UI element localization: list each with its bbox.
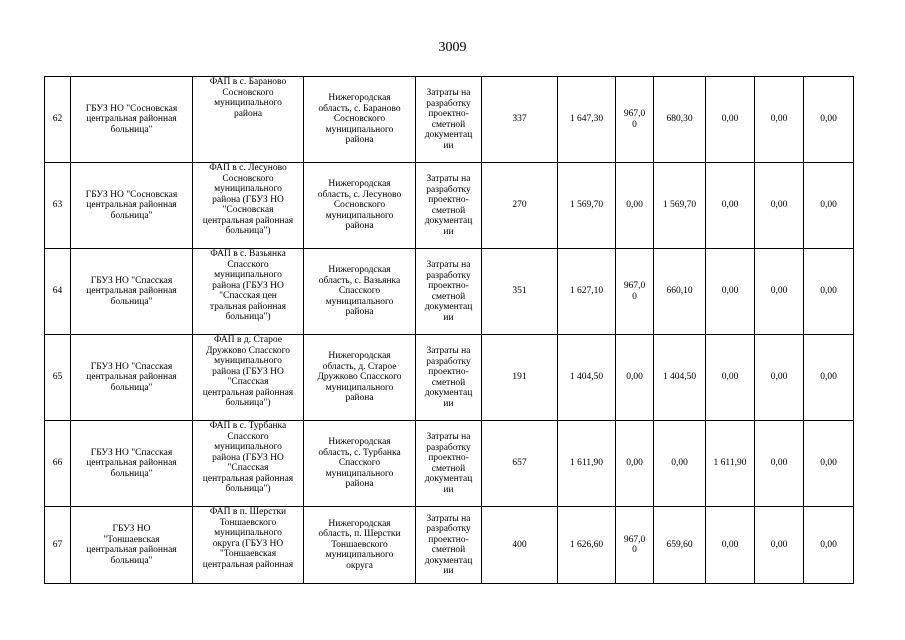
table-row — [45, 77, 854, 163]
value-cell-4: 659,60 — [654, 507, 706, 584]
value-cell-6: 0,00 — [755, 249, 804, 335]
fap-text: ФАП в п. Шерстки Тоншаевского муниципального округа (ГБУЗ НО "Тоншаевская центральная районная — [202, 507, 294, 570]
value-cell-4: 660,10 — [654, 249, 706, 335]
fap-cell — [193, 163, 304, 249]
address-cell: Нижегородская область, с. Бараново Сосновского муниципального района — [304, 77, 416, 163]
value-cell-1: 270 — [482, 163, 558, 249]
fap-text: ФАП в с. Турбанка Спасского муниципального района (ГБУЗ НО "Спасская центральная районная больница") — [202, 421, 294, 494]
value-cell-1: 191 — [482, 335, 558, 421]
value-cell-7: 0,00 — [804, 335, 854, 421]
value-cell-3: 967,0 0 — [616, 507, 654, 584]
row-number: 67 — [45, 507, 71, 584]
value-cell-4: 1 404,50 — [654, 335, 706, 421]
value-cell-2: 1 647,30 — [558, 77, 616, 163]
table-body — [45, 77, 854, 584]
value-cell-2: 1 611,90 — [558, 421, 616, 507]
value-cell-3: 0,00 — [616, 163, 654, 249]
value-cell-5: 0,00 — [706, 163, 755, 249]
address-cell: Нижегородская область, п. Шерстки Тоншаевского муниципального округа — [304, 507, 416, 584]
table-row — [45, 421, 854, 507]
value-cell-7: 0,00 — [804, 507, 854, 584]
value-cell-5: 1 611,90 — [706, 421, 755, 507]
value-cell-5: 0,00 — [706, 249, 755, 335]
value-cell-3: 0,00 — [616, 421, 654, 507]
expense-type-cell: Затраты на разработку проектно- сметной документац ии — [416, 163, 482, 249]
fap-text: ФАП в д. Старое Дружково Спасского муниципального района (ГБУЗ НО "Спасская центральная районная больница") — [202, 335, 294, 408]
page-number: 3009 — [438, 40, 467, 55]
table-row — [45, 163, 854, 249]
value-cell-5: 0,00 — [706, 77, 755, 163]
fap-text: ФАП в с. Лесуново Сосновского муниципального района (ГБУЗ НО "Сосновская центральная районная больница") — [202, 163, 294, 236]
address-cell: Нижегородская область, д. Старое Дружково Спасского муниципального района — [304, 335, 416, 421]
row-number: 66 — [45, 421, 71, 507]
fap-text: ФАП в с. Вазьянка Спасского муниципального района (ГБУЗ НО "Спасская цен тральная районная больница") — [210, 249, 286, 322]
institution-cell: ГБУЗ НО "Спасская центральная районная больница" — [71, 335, 193, 421]
row-number: 63 — [45, 163, 71, 249]
expense-type-cell: Затраты на разработку проектно- сметной документац ии — [416, 77, 482, 163]
institution-cell: ГБУЗ НО "Тоншаевская центральная районная больница" — [71, 507, 193, 584]
fap-cell — [193, 421, 304, 507]
institution-cell: ГБУЗ НО "Сосновская центральная районная больница" — [71, 163, 193, 249]
expense-type-cell: Затраты на разработку проектно- сметной документац ии — [416, 507, 482, 584]
value-cell-2: 1 626,60 — [558, 507, 616, 584]
row-number: 62 — [45, 77, 71, 163]
table-row — [45, 249, 854, 335]
expense-type-cell: Затраты на разработку проектно- сметной документац ии — [416, 335, 482, 421]
facilities-table — [44, 76, 854, 584]
value-cell-2: 1 404,50 — [558, 335, 616, 421]
value-cell-2: 1 569,70 — [558, 163, 616, 249]
value-cell-2: 1 627,10 — [558, 249, 616, 335]
value-cell-1: 351 — [482, 249, 558, 335]
address-cell: Нижегородская область, с. Вазьянка Спасского муниципального района — [304, 249, 416, 335]
fap-text: ФАП в с. Бараново Сосновского муниципального района — [209, 77, 287, 119]
value-cell-7: 0,00 — [804, 163, 854, 249]
fap-cell — [193, 249, 304, 335]
value-cell-5: 0,00 — [706, 507, 755, 584]
table-row — [45, 507, 854, 584]
value-cell-3: 967,0 0 — [616, 249, 654, 335]
expense-type-cell: Затраты на разработку проектно- сметной документац ии — [416, 421, 482, 507]
value-cell-3: 967,0 0 — [616, 77, 654, 163]
value-cell-7: 0,00 — [804, 77, 854, 163]
value-cell-6: 0,00 — [755, 77, 804, 163]
row-number: 64 — [45, 249, 71, 335]
value-cell-6: 0,00 — [755, 421, 804, 507]
value-cell-1: 657 — [482, 421, 558, 507]
fap-cell — [193, 507, 304, 584]
value-cell-7: 0,00 — [804, 249, 854, 335]
value-cell-1: 337 — [482, 77, 558, 163]
table-row — [45, 335, 854, 421]
address-cell: Нижегородская область, с. Лесуново Сосновского муниципального района — [304, 163, 416, 249]
value-cell-4: 0,00 — [654, 421, 706, 507]
value-cell-6: 0,00 — [755, 335, 804, 421]
expense-type-cell: Затраты на разработку проектно- сметной документац ии — [416, 249, 482, 335]
row-number: 65 — [45, 335, 71, 421]
fap-cell — [193, 77, 304, 163]
value-cell-6: 0,00 — [755, 163, 804, 249]
institution-cell: ГБУЗ НО "Спасская центральная районная больница" — [71, 421, 193, 507]
value-cell-5: 0,00 — [706, 335, 755, 421]
value-cell-6: 0,00 — [755, 507, 804, 584]
value-cell-3: 0,00 — [616, 335, 654, 421]
fap-cell — [193, 335, 304, 421]
address-cell: Нижегородская область, с. Турбанка Спасского муниципального района — [304, 421, 416, 507]
value-cell-1: 400 — [482, 507, 558, 584]
value-cell-4: 1 569,70 — [654, 163, 706, 249]
institution-cell: ГБУЗ НО "Спасская центральная районная больница" — [71, 249, 193, 335]
value-cell-4: 680,30 — [654, 77, 706, 163]
value-cell-7: 0,00 — [804, 421, 854, 507]
institution-cell: ГБУЗ НО "Сосновская центральная районная больница" — [71, 77, 193, 163]
